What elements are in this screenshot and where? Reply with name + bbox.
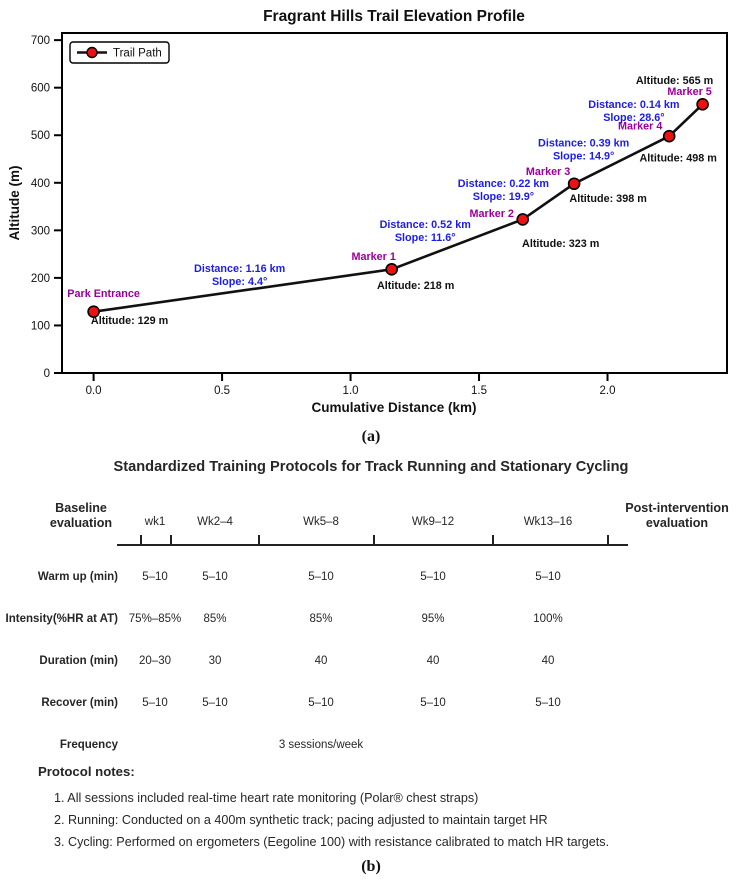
y-tick-label: 400 (30, 177, 50, 190)
y-tick-label: 100 (30, 320, 50, 333)
table-cell: 5–10 (308, 571, 334, 583)
row-label: Recover (min) (41, 697, 118, 709)
y-axis-label: Altitude (m) (7, 165, 22, 241)
table-cell: 75%–85% (128, 613, 182, 625)
baseline-evaluation-label: Baseline evaluation (49, 501, 113, 530)
y-tick-label: 700 (30, 35, 50, 48)
protocol-note: 1. All sessions included real-time heart rate monitoring (Polar® chest straps) (54, 791, 479, 805)
point-name-label: Marker 5 (667, 85, 712, 98)
row-label: Warm up (min) (37, 571, 118, 583)
trail-marker (664, 131, 675, 142)
timeline-tick (140, 535, 142, 544)
timeline-tick (607, 535, 609, 544)
table-cell: 5–10 (142, 571, 168, 583)
table-cell: 5–10 (535, 697, 561, 709)
table-cell: 5–10 (420, 697, 446, 709)
segment-distance-label: Distance: 0.14 km (588, 98, 680, 111)
y-tick-label: 200 (30, 272, 50, 285)
legend (70, 42, 169, 63)
table-cell: 20–30 (139, 655, 171, 667)
table-cell: 5–10 (535, 571, 561, 583)
segment-distance-label: Distance: 0.39 km (538, 137, 630, 150)
table-cell: 5–10 (202, 571, 228, 583)
week-label-1: wk1 (144, 516, 166, 528)
frequency-value: 3 sessions/week (278, 739, 364, 751)
y-tick-label: 0 (43, 368, 50, 380)
protocol-table (0, 495, 742, 763)
timeline-tick (492, 535, 494, 544)
protocol-title: Standardized Training Protocols for Track Running and Stationary Cycling (113, 459, 629, 475)
elevation-chart (0, 0, 742, 424)
timeline-tick (170, 535, 172, 544)
segment-slope-label: Slope: 28.6° (603, 111, 665, 124)
post-intervention-evaluation-label: Post-intervention evaluation (625, 501, 729, 530)
segment-distance-label: Distance: 1.16 km (194, 262, 286, 275)
segment-slope-label: Slope: 4.4° (211, 275, 268, 288)
altitude-label: Altitude: 498 m (639, 152, 717, 165)
week-label-4: Wk9–12 (411, 516, 455, 528)
chart-title: Fragrant Hills Trail Elevation Profile (263, 8, 525, 25)
segment-distance-label: Distance: 0.22 km (457, 178, 550, 191)
x-tick-label: 0.0 (85, 385, 102, 397)
timeline-line (117, 544, 628, 546)
segment-slope-label: Slope: 14.9° (552, 150, 615, 163)
table-cell: 40 (541, 655, 555, 667)
subfigure-label-a: (a) (361, 428, 381, 445)
table-cell: 40 (426, 655, 440, 667)
segment-slope-label: Slope: 11.6° (394, 231, 456, 244)
row-label: Duration (min) (39, 655, 118, 667)
week-label-5: Wk13–16 (523, 516, 573, 528)
table-cell: 5–10 (142, 697, 168, 709)
legend-marker-icon (87, 48, 97, 58)
table-cell: 100% (533, 613, 563, 625)
point-name-label: Park Entrance (67, 288, 140, 301)
point-name-label: Marker 1 (351, 250, 396, 263)
row-label: Frequency (59, 739, 118, 751)
x-tick-label: 2.0 (599, 385, 616, 397)
trail-marker (517, 214, 528, 225)
altitude-label: Altitude: 323 m (522, 237, 600, 250)
altitude-label: Altitude: 565 m (635, 74, 714, 87)
trail-marker (697, 99, 708, 110)
point-name-label: Marker 2 (469, 207, 514, 220)
protocol-notes (38, 764, 728, 853)
timeline-tick (258, 535, 260, 544)
protocol-note: 2. Running: Conducted on a 400m synthetic track; pacing adjusted to maintain target HR (54, 813, 548, 827)
trail-marker (569, 178, 580, 189)
altitude-label: Altitude: 218 m (376, 279, 455, 292)
protocol-notes-heading: Protocol notes: (38, 764, 135, 779)
table-cell: 85% (309, 613, 333, 625)
table-cell: 30 (208, 655, 222, 667)
table-cell: 95% (421, 613, 445, 625)
week-label-3: Wk5–8 (303, 516, 339, 528)
y-tick-label: 300 (30, 225, 50, 238)
x-axis-label: Cumulative Distance (km) (311, 400, 477, 415)
legend-label: Trail Path (113, 47, 162, 60)
table-cell: 40 (314, 655, 328, 667)
subfigure-label-b: (b) (361, 858, 381, 875)
y-tick-label: 500 (30, 130, 50, 143)
altitude-label: Altitude: 398 m (569, 193, 647, 206)
row-label: Intensity(%HR at AT) (5, 613, 118, 625)
x-tick-label: 0.5 (214, 385, 231, 397)
point-name-label: Marker 4 (617, 120, 663, 133)
table-cell: 5–10 (308, 697, 334, 709)
point-name-label: Marker 3 (525, 166, 571, 179)
x-tick-label: 1.0 (342, 385, 359, 397)
timeline-tick (373, 535, 375, 544)
segment-distance-label: Distance: 0.52 km (379, 218, 471, 231)
y-tick-label: 600 (30, 82, 50, 95)
protocol-note: 3. Cycling: Performed on ergometers (Eegoline 100) with resistance calibrated to match HR targets. (54, 835, 610, 849)
table-cell: 85% (203, 613, 227, 625)
x-tick-label: 1.5 (471, 385, 488, 397)
week-label-2: Wk2–4 (197, 516, 233, 528)
table-cell: 5–10 (202, 697, 228, 709)
segment-slope-label: Slope: 19.9° (472, 191, 535, 204)
table-cell: 5–10 (420, 571, 446, 583)
trail-marker (386, 264, 397, 275)
altitude-label: Altitude: 129 m (90, 315, 169, 328)
